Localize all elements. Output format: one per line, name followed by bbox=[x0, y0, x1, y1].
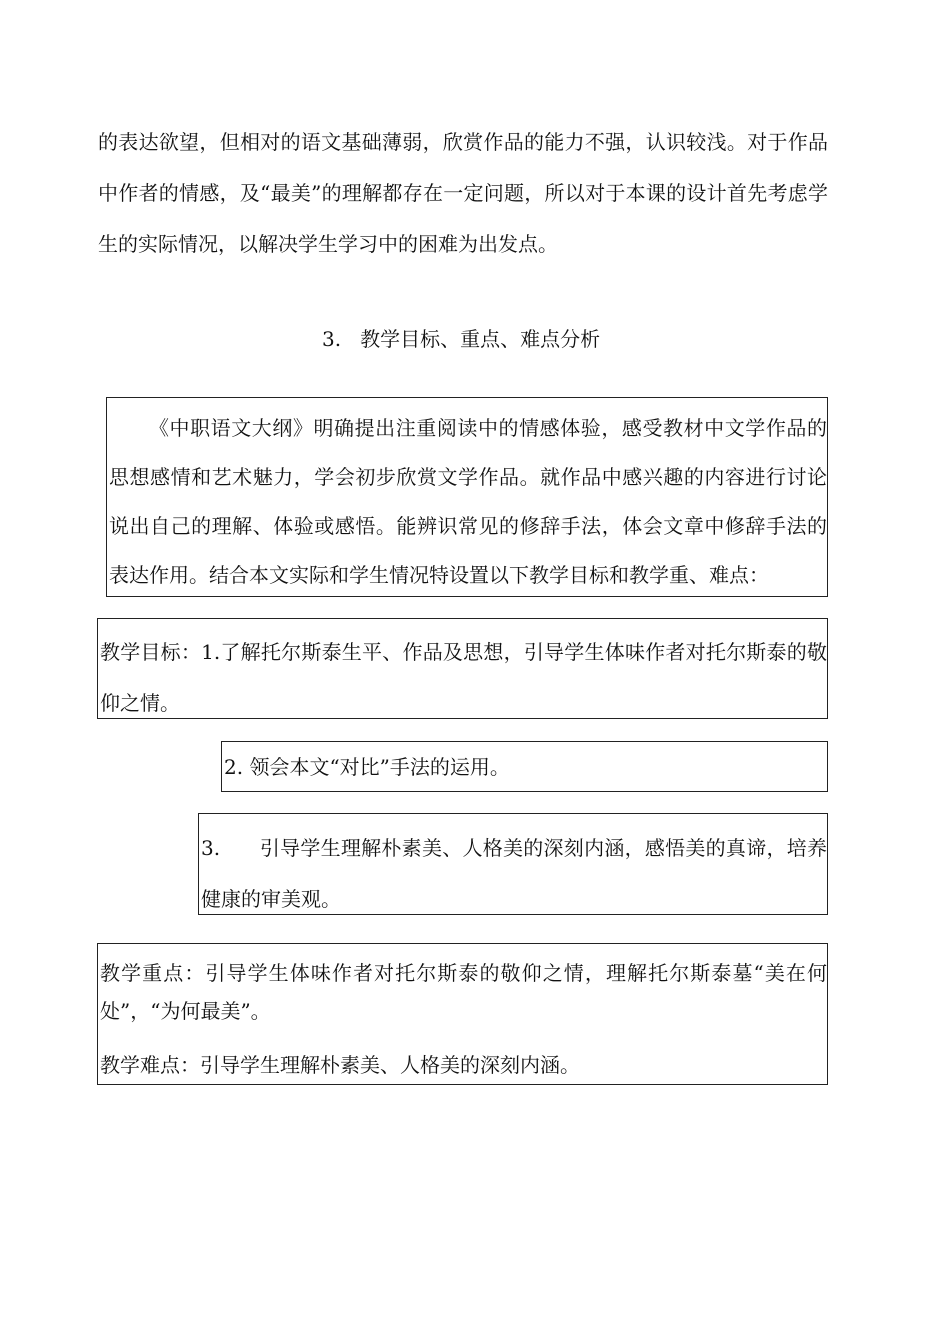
goal-1-text: 教学目标：1.了解托尔斯泰生平、作品及思想，引导学生体味作者对托尔斯泰的敬仰之情。 bbox=[100, 640, 827, 715]
goal-3-text: 3. 引导学生理解朴素美、人格美的深刻内涵，感悟美的真谛，培养健康的审美观。 bbox=[201, 836, 827, 911]
goal-2-text: 2. 领会本文“对比”手法的运用。 bbox=[224, 755, 510, 779]
goal-2-box bbox=[221, 741, 828, 792]
syllabus-box bbox=[106, 397, 828, 597]
goal-3-box bbox=[198, 813, 828, 915]
syllabus-text: 《中职语文大纲》明确提出注重阅读中的情感体验，感受教材中文学作品的思想感情和艺术魅力，学会初步欣赏文学作品。就作品中感兴趣的内容进行讨论说出自己的理解、体验或感悟。能辨识常见的修辞手法，体会文章中修辞手法的表达作用。结合本文实际和学生情况特设置以下教学目标和教学重、难点： bbox=[109, 416, 827, 587]
section-heading: 3. 教学目标、重点、难点分析 bbox=[322, 327, 601, 351]
key-point-text: 教学重点：引导学生体味作者对托尔斯泰的敬仰之情，理解托尔斯泰墓“美在何处”，“为何最美”。 bbox=[100, 961, 827, 1023]
goal-1-box bbox=[97, 618, 828, 719]
difficulty-text: 教学难点：引导学生理解朴素美、人格美的深刻内涵。 bbox=[100, 1053, 580, 1077]
key-difficulty-box bbox=[97, 943, 828, 1085]
intro-paragraph: 的表达欲望，但相对的语文基础薄弱，欣赏作品的能力不强，认识较浅。对于作品中作者的情感，及“最美”的理解都存在一定问题，所以对于本课的设计首先考虑学生的实际情况，以解决学生学习中的困难为出发点。 bbox=[98, 130, 828, 256]
